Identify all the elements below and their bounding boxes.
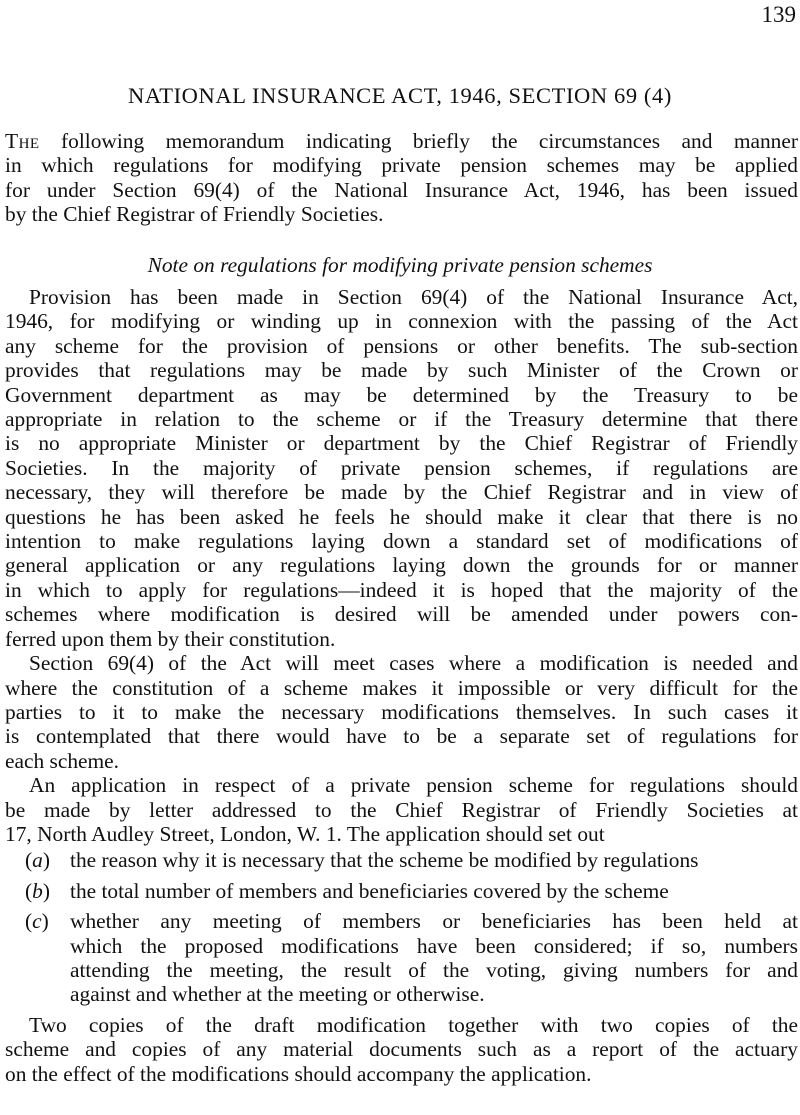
text-line: each scheme.	[5, 748, 120, 773]
text-line: the total number of members and beneficiaries covered by the scheme	[70, 878, 669, 903]
note-heading: Note on regulations for modifying private pension schemes	[147, 253, 653, 277]
text-line: ferred upon them by their constitution.	[5, 626, 336, 651]
text-line: where the constitution of a scheme makes it impossible or very difficult for the	[5, 675, 798, 700]
document-title: NATIONAL INSURANCE ACT, 1946, SECTION 69 (4)	[128, 83, 672, 108]
text-line: provides that regulations may be made by such Minister of the Crown or	[5, 358, 798, 383]
application-requirements-list	[5, 848, 798, 1006]
text-line: An application in respect of a private pension scheme for regulations should	[29, 773, 798, 798]
paragraph-section-69	[5, 651, 798, 773]
text-line: 1946, for modifying or winding up in connexion with the passing of the Act	[5, 309, 798, 334]
list-item-b	[5, 879, 798, 903]
text-line: is contemplated that there would have to be a separate set of regulations for	[5, 724, 798, 749]
intro-line: following memorandum indicating briefly the circumstances and manner	[39, 129, 798, 153]
text-line: any scheme for the provision of pensions or other benefits. The sub-section	[5, 333, 798, 358]
text-line: Societies. In the majority of private pension schemes, if regulations are	[5, 455, 798, 480]
text-line: Section 69(4) of the Act will meet cases where a modification is needed and	[29, 651, 798, 676]
text-line: which the proposed modifications have been considered; if so, numbers	[70, 933, 798, 958]
paragraph-closing	[5, 1013, 798, 1086]
text-line: Two copies of the draft modification together with two copies of the	[29, 1012, 798, 1037]
paragraph-provision	[5, 285, 798, 651]
text-line: attending the meeting, the result of the voting, giving numbers for and	[70, 957, 798, 982]
intro-line: in which regulations for modifying private pension schemes may be applied	[5, 153, 798, 178]
text-line: in which to apply for regulations—indeed it is hoped that the majority of the	[5, 577, 798, 602]
text-line: scheme and copies of any material documents such as a report of the actuary	[5, 1037, 798, 1062]
text-line: questions he has been asked he feels he should make it clear that there is no	[5, 504, 798, 529]
text-line: 17, North Audley Street, London, W. 1. The application should set out	[5, 821, 605, 846]
list-label: (a)	[25, 848, 50, 873]
text-line: Government department as may be determined by the Treasury to be	[5, 382, 798, 407]
intro-paragraph	[5, 129, 798, 227]
text-line: is no appropriate Minister or department by the Chief Registrar of Friendly	[5, 431, 798, 456]
list-label: (c)	[25, 909, 49, 934]
text-line: on the effect of the modifications should accompany the application.	[5, 1061, 592, 1086]
intro-line: by the Chief Registrar of Friendly Societies.	[5, 202, 384, 227]
intro-line: for under Section 69(4) of the National Insurance Act, 1946, has been issued	[5, 177, 798, 202]
text-line: intention to make regulations laying down a standard set of modifications of	[5, 529, 798, 554]
text-line: the reason why it is necessary that the scheme be modified by regulations	[70, 848, 699, 873]
list-item-c	[5, 909, 798, 1007]
list-label: (b)	[25, 878, 50, 903]
text-line: whether any meeting of members or beneficiaries has been held at	[70, 909, 798, 934]
text-line: parties to it to make the necessary modifications themselves. In such cases it	[5, 699, 798, 724]
text-line: Provision has been made in Section 69(4) of the National Insurance Act,	[29, 285, 798, 309]
text-line: against and whether at the meeting or otherwise.	[70, 982, 485, 1007]
text-line: schemes where modification is desired will be amended under powers con-	[5, 602, 798, 627]
page-number: 139	[761, 2, 796, 27]
text-line: general application or any regulations laying down the grounds for or manner	[5, 553, 798, 578]
text-line: be made by letter addressed to the Chief Registrar of Friendly Societies at	[5, 797, 798, 822]
list-item-a	[5, 848, 798, 872]
intro-lead-smallcaps: The	[5, 129, 40, 153]
text-line: necessary, they will therefore be made by the Chief Registrar and in view of	[5, 480, 798, 505]
paragraph-application	[5, 773, 798, 846]
text-line: appropriate in relation to the scheme or if the Treasury determine that there	[5, 407, 798, 432]
note-body	[5, 285, 798, 1086]
